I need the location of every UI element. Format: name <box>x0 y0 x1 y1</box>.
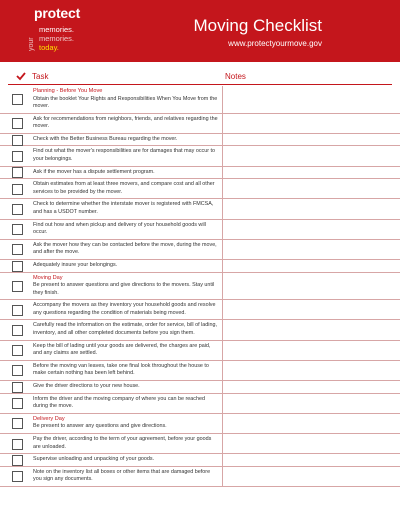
task-text: Find out what the mover's responsibilities are for damages that may occur to your belongings. <box>33 148 215 163</box>
task-text: Before the moving van leaves, take one final look throughout the house to make certain nothing has been left behind. <box>33 362 209 377</box>
checklist-row <box>0 199 400 219</box>
notes-divider <box>222 179 223 198</box>
task-checkbox[interactable] <box>12 398 23 409</box>
notes-divider <box>222 146 223 165</box>
task-text: Be present to answer questions and give directions to the movers. Stay until they finish. <box>33 282 215 296</box>
task-cell <box>33 199 220 218</box>
task-checkbox[interactable] <box>12 151 23 162</box>
checklist-row <box>0 273 400 301</box>
task-cell <box>33 273 220 300</box>
notes-divider <box>222 381 223 393</box>
task-text: Keep the bill of lading until your goods are delivered, the charges are paid, and any claims are settled. <box>33 342 211 357</box>
checklist-row <box>0 86 400 114</box>
checklist <box>0 86 400 487</box>
checklist-row <box>0 320 400 340</box>
task-checkbox[interactable] <box>12 135 23 146</box>
task-cell <box>33 434 220 453</box>
notes-divider <box>222 86 223 113</box>
section-heading: Delivery Day <box>33 415 65 422</box>
notes-divider <box>222 467 223 486</box>
task-cell <box>33 361 220 380</box>
task-checkbox[interactable] <box>12 305 23 316</box>
task-checkbox[interactable] <box>12 382 23 393</box>
task-text: Ask for recommendations from neighbors, friends, and relatives regarding the mover. <box>33 115 218 130</box>
notes-divider <box>222 260 223 272</box>
notes-divider <box>222 320 223 339</box>
task-text: Ask if the mover has a dispute settlement program. <box>33 168 155 175</box>
task-checkbox[interactable] <box>12 224 23 235</box>
task-text: Give the driver directions to your new house. <box>33 383 140 390</box>
task-checkbox[interactable] <box>12 204 23 215</box>
protect-your-memories-logo <box>28 5 138 60</box>
page-title: Moving Checklist <box>193 16 322 35</box>
task-checkbox[interactable] <box>12 118 23 129</box>
notes-divider <box>222 300 223 319</box>
header-divider <box>8 84 392 85</box>
task-cell <box>33 320 220 339</box>
logo-your: your <box>28 37 35 51</box>
task-checkbox[interactable] <box>12 94 23 105</box>
task-text: Find out how and when pickup and delivery of your household goods will occur. <box>33 221 206 236</box>
notes-divider <box>222 341 223 360</box>
task-text: Check with the Better Business Bureau regarding the mover. <box>33 135 178 142</box>
task-cell <box>33 134 220 146</box>
section-heading: Planning - Before You Move <box>33 88 103 94</box>
checklist-row <box>0 240 400 260</box>
task-cell <box>33 220 220 239</box>
task-text: Inform the driver and the moving company of where you can be reached during the move. <box>33 395 205 410</box>
task-text: Accompany the movers as they inventory your household goods and resolve any questions regarding the condition of materials being moved. <box>33 302 216 316</box>
task-text: Obtain estimates from at least three movers, and compare cost and all other services to be provided by the mover. <box>33 181 215 195</box>
task-text: Pay the driver, according to the term of your agreement, before your goods are unloaded. <box>33 435 212 450</box>
task-checkbox[interactable] <box>12 439 23 450</box>
task-text: Ask the mover how they can be contacted before the move, during the move, and after the move. <box>33 241 217 256</box>
website-url: www.protectyourmove.gov <box>228 39 322 48</box>
task-cell <box>33 414 220 433</box>
notes-divider <box>222 220 223 239</box>
task-cell <box>33 86 220 113</box>
task-text: Supervise unloading and unpacking of your goods. <box>33 456 155 463</box>
task-cell <box>33 260 220 272</box>
task-text: Note on the inventory list all boxes or other items that are damaged before you sign any documents. <box>33 468 211 483</box>
task-checkbox[interactable] <box>12 418 23 429</box>
checklist-row <box>0 146 400 166</box>
task-text: Check to determine whether the interstate mover is registered with FMCSA, and has a USDOT number. <box>33 201 214 216</box>
task-text: Obtain the booklet Your Rights and Responsibilities When You Move from the mover. <box>33 95 218 110</box>
task-checkbox[interactable] <box>12 244 23 255</box>
task-checkbox[interactable] <box>12 261 23 272</box>
task-cell <box>33 394 220 413</box>
notes-divider <box>222 240 223 259</box>
task-cell <box>33 300 220 319</box>
notes-divider <box>222 454 223 466</box>
notes-divider <box>222 167 223 179</box>
task-cell <box>33 240 220 259</box>
checklist-row <box>0 220 400 240</box>
task-text: Carefully read the information on the estimate, order for service, bill of lading, inventory, and all other completed documents before you sign them. <box>33 322 217 337</box>
task-checkbox[interactable] <box>12 345 23 356</box>
notes-divider <box>222 361 223 380</box>
task-cell <box>33 341 220 360</box>
section-heading: Moving Day <box>33 274 63 281</box>
checklist-row <box>0 260 400 273</box>
checklist-row <box>0 341 400 361</box>
notes-divider <box>222 434 223 453</box>
column-header <box>0 71 400 85</box>
task-text: Adequately insure your belongings. <box>33 262 118 268</box>
task-cell <box>33 179 220 198</box>
notes-divider <box>222 134 223 146</box>
checklist-row <box>0 167 400 180</box>
checklist-row <box>0 300 400 320</box>
notes-column-header: Notes <box>225 72 246 81</box>
checkmark-icon <box>16 71 26 81</box>
task-cell <box>33 381 220 393</box>
checklist-row <box>0 414 400 434</box>
task-cell <box>33 146 220 165</box>
task-checkbox[interactable] <box>12 281 23 292</box>
notes-divider <box>222 199 223 218</box>
task-checkbox[interactable] <box>12 471 23 482</box>
notes-divider <box>222 273 223 300</box>
task-checkbox[interactable] <box>12 455 23 466</box>
checklist-row <box>0 179 400 199</box>
notes-divider <box>222 414 223 433</box>
task-text: Be present to answer any questions and give directions. <box>33 423 167 430</box>
checklist-row <box>0 361 400 381</box>
checklist-row <box>0 381 400 394</box>
task-checkbox[interactable] <box>12 167 23 178</box>
checklist-row <box>0 467 400 487</box>
logo-protect: protect <box>34 5 81 21</box>
page-header <box>0 0 400 62</box>
task-column-header: Task <box>32 72 49 81</box>
task-cell <box>33 454 220 466</box>
task-checkbox[interactable] <box>12 365 23 376</box>
checklist-row <box>0 114 400 134</box>
checklist-row <box>0 434 400 454</box>
task-cell <box>33 114 220 133</box>
checklist-row <box>0 394 400 414</box>
task-cell <box>33 167 220 179</box>
logo-line-2: memories. <box>39 34 75 43</box>
notes-divider <box>222 394 223 413</box>
logo-line-1: memories. <box>39 25 75 34</box>
checklist-row <box>0 454 400 467</box>
task-cell <box>33 467 220 486</box>
logo-line-3: today. <box>39 43 59 52</box>
notes-divider <box>222 114 223 133</box>
task-checkbox[interactable] <box>12 184 23 195</box>
task-checkbox[interactable] <box>12 325 23 336</box>
checklist-row <box>0 134 400 147</box>
